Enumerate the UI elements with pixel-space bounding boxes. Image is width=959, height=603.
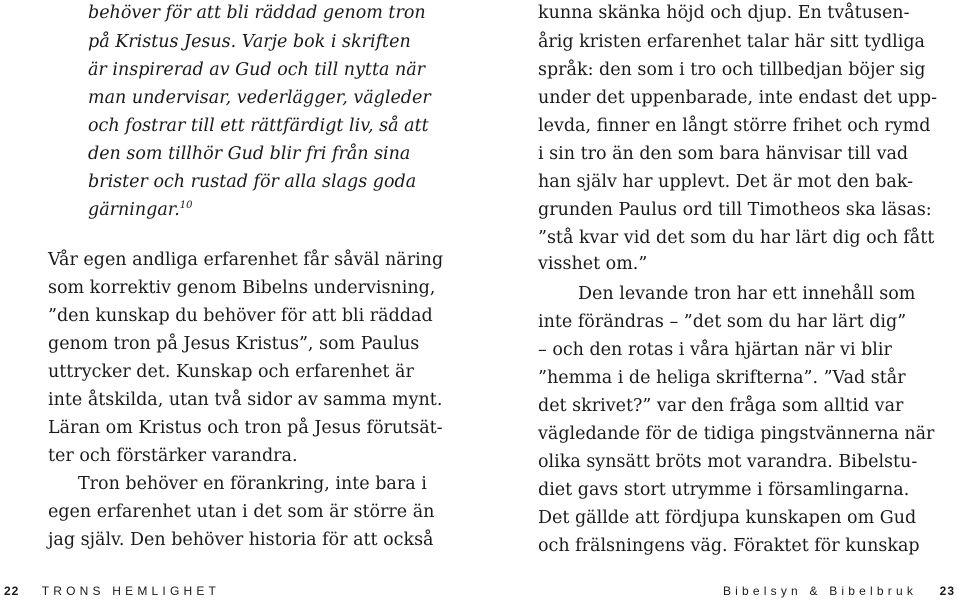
quote-text: gärningar. <box>88 200 180 220</box>
body-line: som korrektiv genom Bibelns undervisning, <box>48 278 436 298</box>
quote-line: man undervisar, vederlägger, vägleder <box>88 88 431 108</box>
quote-line-last <box>88 197 193 224</box>
body-line: levda, finner en långt större frihet och rymd <box>538 116 931 136</box>
left-page-footer <box>4 584 220 598</box>
quote-line: på Kristus Jesus. Varje bok i skriften <box>88 32 411 52</box>
body-line: ”den kunskap du behöver för att bli räddad <box>48 306 433 326</box>
body-line: inte åtskilda, utan två sidor av samma mynt. <box>48 390 443 410</box>
body-line: språk: den som i tro och tillbedjan böjer sig <box>538 60 926 80</box>
body-line: vägledande för de tidiga pingstvännerna när <box>538 424 935 444</box>
running-title: TRONS HEMLIGHET <box>41 584 221 598</box>
body-line: visshet om.” <box>538 254 648 274</box>
running-title: Bibelsyn & Bibelbruk <box>722 584 918 598</box>
footnote-ref[interactable]: 10 <box>179 200 193 212</box>
quote-line: och fostrar till ett rättfärdigt liv, så att <box>88 116 429 136</box>
body-line: Vår egen andliga erfarenhet får såväl näring <box>48 250 444 270</box>
body-line: grunden Paulus ord till Timotheos ska läsas: <box>538 200 932 220</box>
page-number: 23 <box>939 584 955 598</box>
body-line: diet gavs stort utrymme i församlingarna. <box>538 480 910 500</box>
body-line: Det gällde att fördjupa kunskapen om Gud <box>538 508 917 528</box>
body-line: Den levande tron har ett innehåll som <box>578 284 916 304</box>
body-line: ter och förstärker varandra. <box>48 446 298 466</box>
right-page-footer <box>723 584 955 598</box>
body-line: Tron behöver en förankring, inte bara i <box>78 474 427 494</box>
body-line: ”stå kvar vid det som du har lärt dig och fått <box>538 228 935 248</box>
body-line: under det uppenbarade, inte endast det upp- <box>538 88 938 108</box>
body-line: årig kristen erfarenhet talar här sitt tydliga <box>538 32 925 52</box>
body-line: det skrivet?” var den fråga som alltid var <box>538 396 904 416</box>
body-line: ”hemma i de heliga skrifterna”. ”Vad står <box>538 368 906 388</box>
quote-line: den som tillhör Gud blir fri från sina <box>88 144 411 164</box>
page-number: 22 <box>4 584 20 598</box>
quote-line: behöver för att bli räddad genom tron <box>88 3 426 23</box>
body-line: i sin tro än den som bara hänvisar till vad <box>538 144 909 164</box>
body-line: jag själv. Den behöver historia för att också <box>48 530 434 550</box>
body-line: och frälsningens väg. Föraktet för kunskap <box>538 536 920 556</box>
body-line: uttrycker det. Kunskap och erfarenhet är <box>48 362 414 382</box>
body-line: inte förändras – ”det som du har lärt dig” <box>538 312 907 332</box>
body-line: Läran om Kristus och tron på Jesus förutsät- <box>48 418 443 438</box>
body-line: kunna skänka höjd och djup. En tvåtusen- <box>538 3 910 23</box>
body-line: – och den rotas i våra hjärtan när vi blir <box>538 340 892 360</box>
quote-line: brister och rustad för alla slags goda <box>88 172 417 192</box>
body-line: olika synsätt bröts mot varandra. Bibelstu- <box>538 452 918 472</box>
body-line: han själv har upplevt. Det är mot den bak- <box>538 172 914 192</box>
body-line: genom tron på Jesus Kristus”, som Paulus <box>48 334 420 354</box>
body-line: egen erfarenhet utan i det som är större än <box>48 502 435 522</box>
quote-line: är inspirerad av Gud och till nytta när <box>88 60 426 80</box>
